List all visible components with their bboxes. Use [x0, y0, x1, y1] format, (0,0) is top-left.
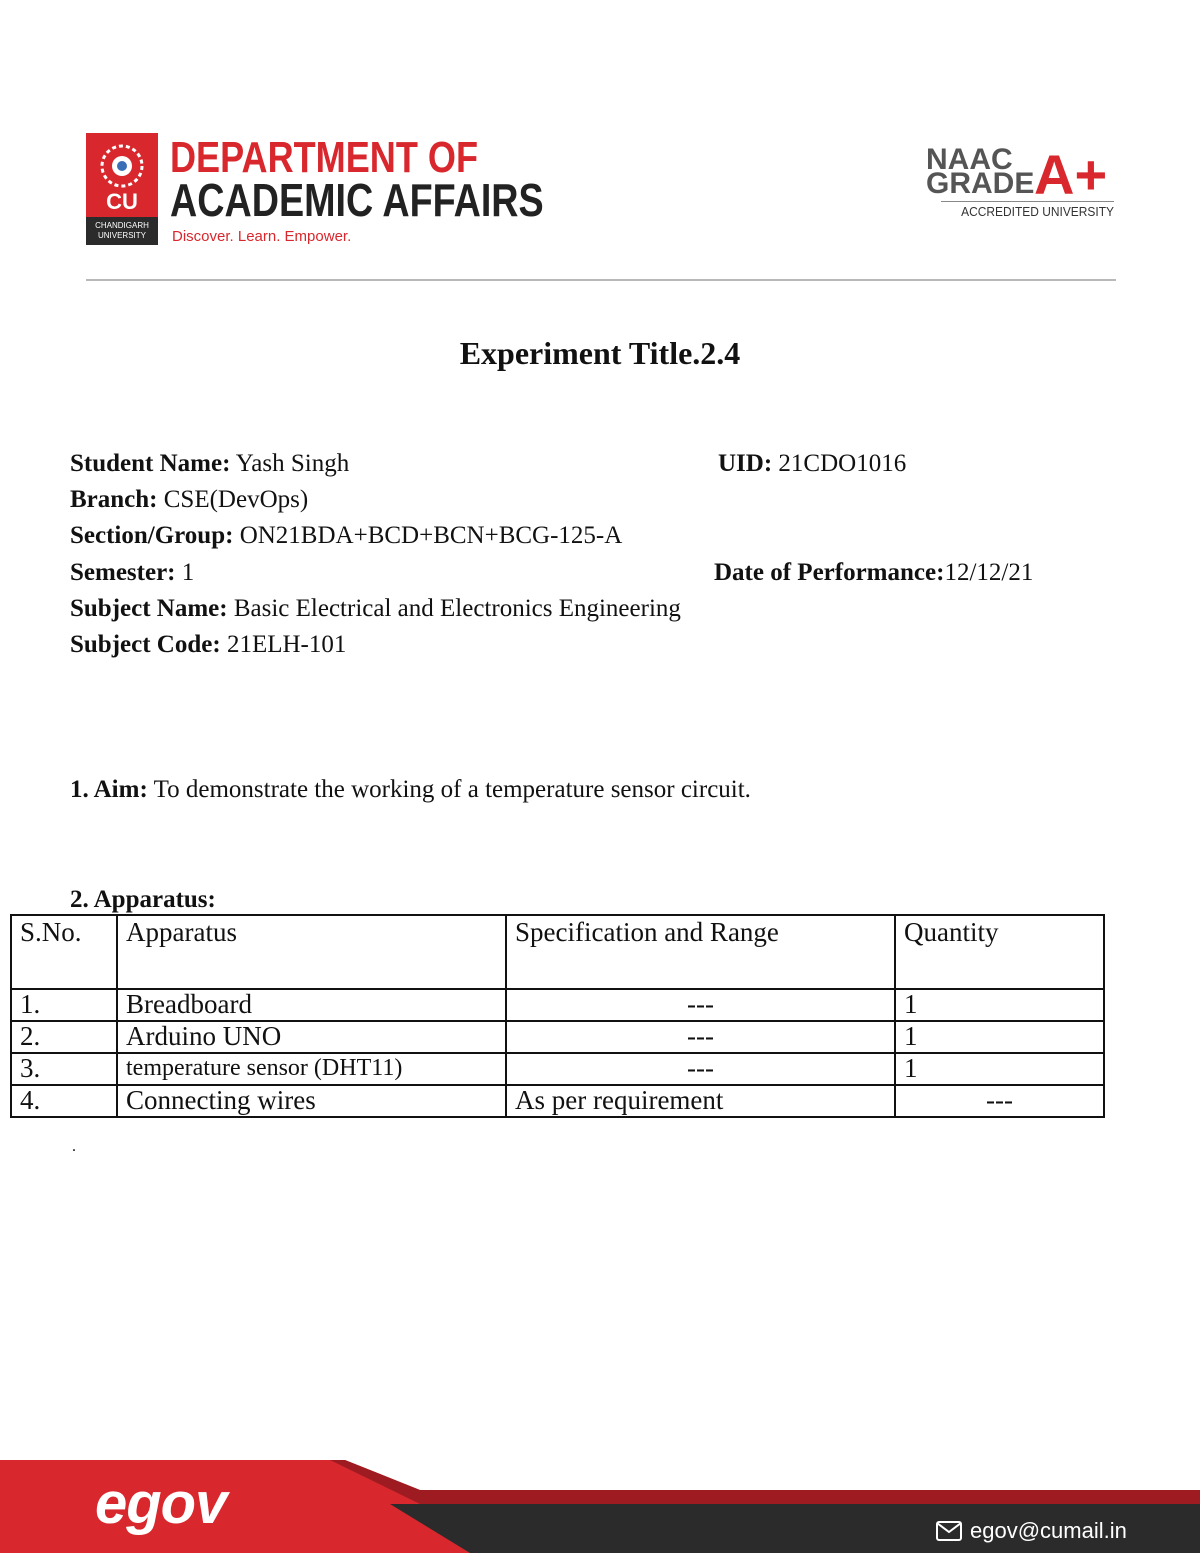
- header-divider: [86, 279, 1116, 281]
- naac-accredited-text: ACCREDITED UNIVERSITY: [941, 201, 1114, 219]
- logo-university-text: CHANDIGARH UNIVERSITY: [86, 217, 158, 245]
- column-header: Specification and Range: [506, 915, 895, 989]
- naac-grade-label: GRADE: [926, 167, 1035, 200]
- subject-code-label: Subject Code:: [70, 631, 221, 658]
- uid-line: [718, 450, 906, 478]
- aim-section: [70, 776, 751, 804]
- apparatus-heading: 2. Apparatus:: [70, 886, 216, 913]
- stray-mark: .: [72, 1138, 76, 1155]
- aim-text: To demonstrate the working of a temperature sensor circuit.: [147, 776, 751, 803]
- table-header-row: [11, 915, 1104, 989]
- semester-line: [70, 559, 194, 587]
- apparatus-table: [10, 914, 1105, 1118]
- table-cell: 1: [895, 989, 1104, 1021]
- column-header: Apparatus: [117, 915, 506, 989]
- student-name-label: Student Name:: [70, 450, 231, 477]
- university-emblem-icon: [94, 141, 150, 191]
- subject-name-label: Subject Name:: [70, 595, 228, 622]
- student-name-value: Yash Singh: [230, 450, 350, 477]
- column-header: Quantity: [895, 915, 1104, 989]
- semester-value: 1: [175, 559, 195, 586]
- table-row: [11, 1053, 1104, 1085]
- table-cell: Arduino UNO: [117, 1021, 506, 1053]
- table-cell: 2.: [11, 1021, 117, 1053]
- date-label: Date of Performance:: [714, 559, 945, 586]
- chandigarh-university-logo: [86, 133, 158, 245]
- table-cell: ---: [895, 1085, 1104, 1117]
- table-cell: 1.: [11, 989, 117, 1021]
- footer-email-text[interactable]: egov@cumail.in: [970, 1518, 1127, 1543]
- subject-code-line: [70, 631, 346, 659]
- table-cell: 1: [895, 1053, 1104, 1085]
- naac-label: NAAC: [926, 143, 1013, 176]
- branch-value: CSE(DevOps): [157, 486, 309, 513]
- section-value: ON21BDA+BCD+BCN+BCG-125-A: [233, 522, 623, 549]
- experiment-title: Experiment Title.2.4: [459, 335, 741, 371]
- table-cell: 3.: [11, 1053, 117, 1085]
- table-cell: ---: [506, 1053, 895, 1085]
- table-cell: 4.: [11, 1085, 117, 1117]
- naac-grade-value: A+: [1034, 143, 1108, 206]
- subject-name-value: Basic Electrical and Electronics Engineering: [227, 595, 681, 622]
- uid-value: 21CDO1016: [772, 450, 907, 477]
- student-name-line: [70, 450, 349, 478]
- department-title-line2: ACADEMIC AFFAIRS: [170, 174, 544, 226]
- table-cell: ---: [506, 1021, 895, 1053]
- branch-label: Branch:: [70, 486, 158, 513]
- table-cell: Breadboard: [117, 989, 506, 1021]
- egov-logo: egov: [95, 1471, 227, 1536]
- department-title-line1: DEPARTMENT OF: [170, 133, 479, 182]
- section-line: [70, 522, 622, 550]
- table-row: [11, 1021, 1104, 1053]
- uid-label: UID:: [718, 450, 773, 477]
- footer-email[interactable]: [936, 1518, 1127, 1544]
- department-tagline: Discover. Learn. Empower.: [172, 228, 352, 245]
- section-label: Section/Group:: [70, 522, 234, 549]
- subject-code-value: 21ELH-101: [220, 631, 347, 658]
- subject-name-line: [70, 595, 681, 623]
- table-cell: Connecting wires: [117, 1085, 506, 1117]
- aim-label: 1. Aim:: [70, 776, 148, 803]
- branch-line: [70, 486, 308, 514]
- semester-label: Semester:: [70, 559, 176, 586]
- column-header: S.No.: [11, 915, 117, 989]
- table-cell: ---: [506, 989, 895, 1021]
- mail-icon: [936, 1521, 962, 1541]
- date-value: 12/12/21: [944, 559, 1034, 586]
- table-row: [11, 1085, 1104, 1117]
- date-of-performance-line: [714, 559, 1033, 587]
- logo-cu-text: CU: [106, 189, 138, 214]
- table-cell: temperature sensor (DHT11): [117, 1053, 506, 1085]
- naac-accreditation-badge: [926, 145, 1116, 220]
- table-cell: As per requirement: [506, 1085, 895, 1117]
- table-cell: 1: [895, 1021, 1104, 1053]
- table-row: [11, 989, 1104, 1021]
